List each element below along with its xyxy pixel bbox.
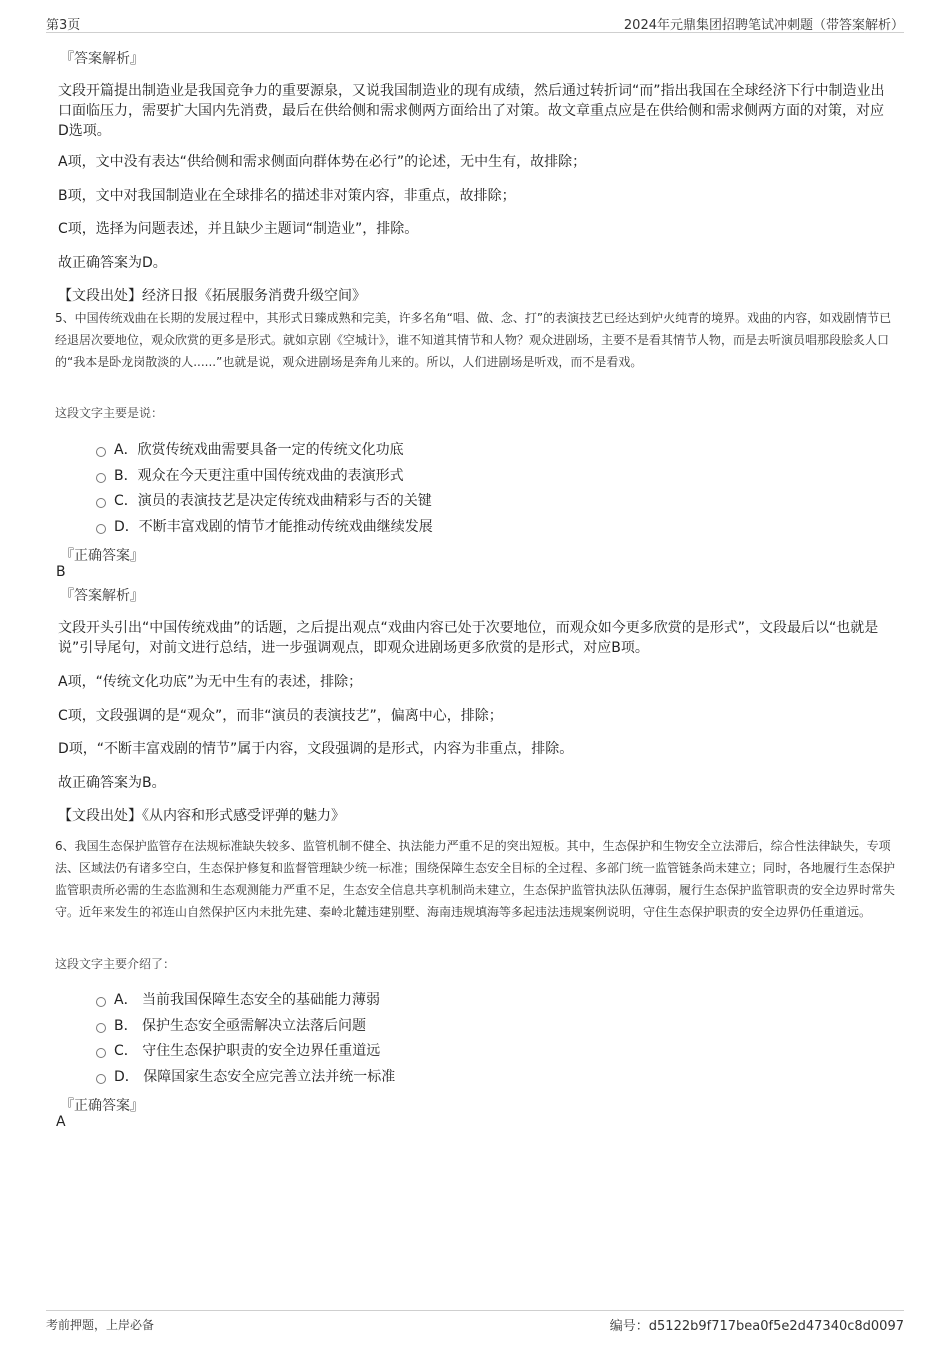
radio-icon[interactable] <box>96 1023 106 1033</box>
radio-icon[interactable] <box>96 1074 106 1084</box>
source-citation: 【文段出处】经济日报《拓展服务消费升级空间》 <box>58 288 366 304</box>
correct-answer: B <box>56 564 66 580</box>
option-label: A． 当前我国保障生态安全的基础能力薄弱 <box>114 992 381 1008</box>
analysis-line-a: A项，“传统文化功底”为无中生有的表述，排除； <box>58 674 363 690</box>
analysis-conclusion: 故正确答案为B。 <box>58 775 166 791</box>
source-citation: 【文段出处】《从内容和形式感受评弹的魅力》 <box>58 808 345 824</box>
answer-label: 『正确答案』 <box>60 1098 144 1114</box>
analysis-paragraph: 文段开篇提出制造业是我国竞争力的重要源泉，又说我国制造业的现有成绩，然后通过转折词“而”指出我国在全球经济下行中制造业出口面临压力，需要扩大国内先消费，最后在供给侧和需求侧两方面给出了对策。故文章重点应是在供给侧和需求侧两方面的对策，对应D选项。 <box>58 83 885 139</box>
option-c[interactable] <box>96 1040 380 1062</box>
option-label: C． 守住生态保护职责的安全边界任重道远 <box>114 1043 381 1059</box>
option-a[interactable] <box>96 439 404 461</box>
analysis-label: 『答案解析』 <box>60 588 144 604</box>
radio-icon[interactable] <box>96 498 106 508</box>
analysis-paragraph: 文段开头引出“中国传统戏曲”的话题，之后提出观点“戏曲内容已处于次要地位，而观众如今更多欣赏的是形式”，文段最后以“也就是说”引导尾句，对前文进行总结，进一步强调观点，即观众进剧场更多欣赏的是形式，对应B项。 <box>58 620 879 656</box>
radio-icon[interactable] <box>96 1048 106 1058</box>
option-d[interactable] <box>96 516 433 538</box>
option-label: C．演员的表演技艺是决定传统戏曲精彩与否的关键 <box>114 493 432 509</box>
analysis-line-c: C项，选择为问题表述，并且缺少主题词“制造业”，排除。 <box>58 221 419 237</box>
option-label: D．不断丰富戏剧的情节才能推动传统戏曲继续发展 <box>114 519 433 535</box>
analysis-line-b: B项，文中对我国制造业在全球排名的描述非对策内容，非重点，故排除； <box>58 188 516 204</box>
option-d[interactable] <box>96 1066 395 1088</box>
page-header <box>46 14 904 33</box>
option-b[interactable] <box>96 465 404 487</box>
option-a[interactable] <box>96 989 380 1011</box>
answer-label: 『正确答案』 <box>60 548 144 564</box>
analysis-label: 『答案解析』 <box>60 51 144 67</box>
radio-icon[interactable] <box>96 473 106 483</box>
option-label: D． 保障国家生态安全应完善立法并统一标准 <box>114 1069 396 1085</box>
radio-icon[interactable] <box>96 524 106 534</box>
option-label: B． 保护生态安全亟需解决立法落后问题 <box>114 1018 367 1034</box>
document-title: 2024年元鼎集团招聘笔试冲刺题（带答案解析） <box>623 18 904 33</box>
question-5-text: 5、中国传统戏曲在长期的发展过程中，其形式日臻成熟和完美，许多名角“唱、做、念、打”的表演技艺已经达到炉火纯青的境界。戏曲的内容，如戏剧情节已经退居次要地位，观众欣赏的更多是形式。就如京剧《空城计》，谁不知道其情节和人物？观众进剧场，主要不是看其情节人物，而是去听演员唱那段脍炙人口的“我本是卧龙岗散淡的人......”也就是说，观众进剧场是奔角儿来的。所以，人们进剧场是听戏，而不是看戏。 <box>55 311 892 369</box>
option-b[interactable] <box>96 1015 366 1037</box>
page-number: 第3页 <box>46 18 81 33</box>
footer-slogan: 考前押题，上岸必备 <box>46 1318 155 1332</box>
option-label: A．欣赏传统戏曲需要具备一定的传统文化功底 <box>114 442 404 458</box>
analysis-line-d: D项，“不断丰富戏剧的情节”属于内容，文段强调的是形式，内容为非重点，排除。 <box>58 741 574 757</box>
option-c[interactable] <box>96 490 432 512</box>
option-label: B．观众在今天更注重中国传统戏曲的表演形式 <box>114 468 404 484</box>
radio-icon[interactable] <box>96 447 106 457</box>
document-id: 编号：d5122b9f717bea0f5e2d47340c8d0097 <box>609 1319 904 1334</box>
page-footer <box>46 1310 904 1335</box>
question-6-text: 6、我国生态保护监管存在法规标准缺失较多、监管机制不健全、执法能力严重不足的突出短板。其中，生态保护和生物安全立法滞后，综合性法律缺失，专项法、区域法仍有诸多空白，生态保护修复和监督管理缺少统一标准；围绕保障生态安全目标的全过程、多部门统一监管链条尚未建立；同时，各地履行生态保护监管职责所必需的生态监测和生态观测能力严重不足，生态安全信息共享机制尚未建立，生态保护监管执法队伍薄弱，履行生态保护监管职责的安全边界时常失守。近年来发生的祁连山自然保护区内未批先建、秦岭北麓违建别墅、海南违规填海等多起违法违规案例说明，守住生态保护职责的安全边界仍任重道远。 <box>55 839 896 919</box>
question-5-prompt: 这段文字主要是说： <box>55 406 164 420</box>
analysis-line-a: A项，文中没有表达“供给侧和需求侧面向群体势在必行”的论述，无中生有，故排除； <box>58 154 587 170</box>
analysis-conclusion: 故正确答案为D。 <box>58 255 167 271</box>
correct-answer: A <box>56 1114 66 1130</box>
question-6-prompt: 这段文字主要介绍了： <box>55 957 176 971</box>
radio-icon[interactable] <box>96 997 106 1007</box>
analysis-line-c: C项，文段强调的是“观众”，而非“演员的表演技艺”，偏离中心，排除； <box>58 708 503 724</box>
